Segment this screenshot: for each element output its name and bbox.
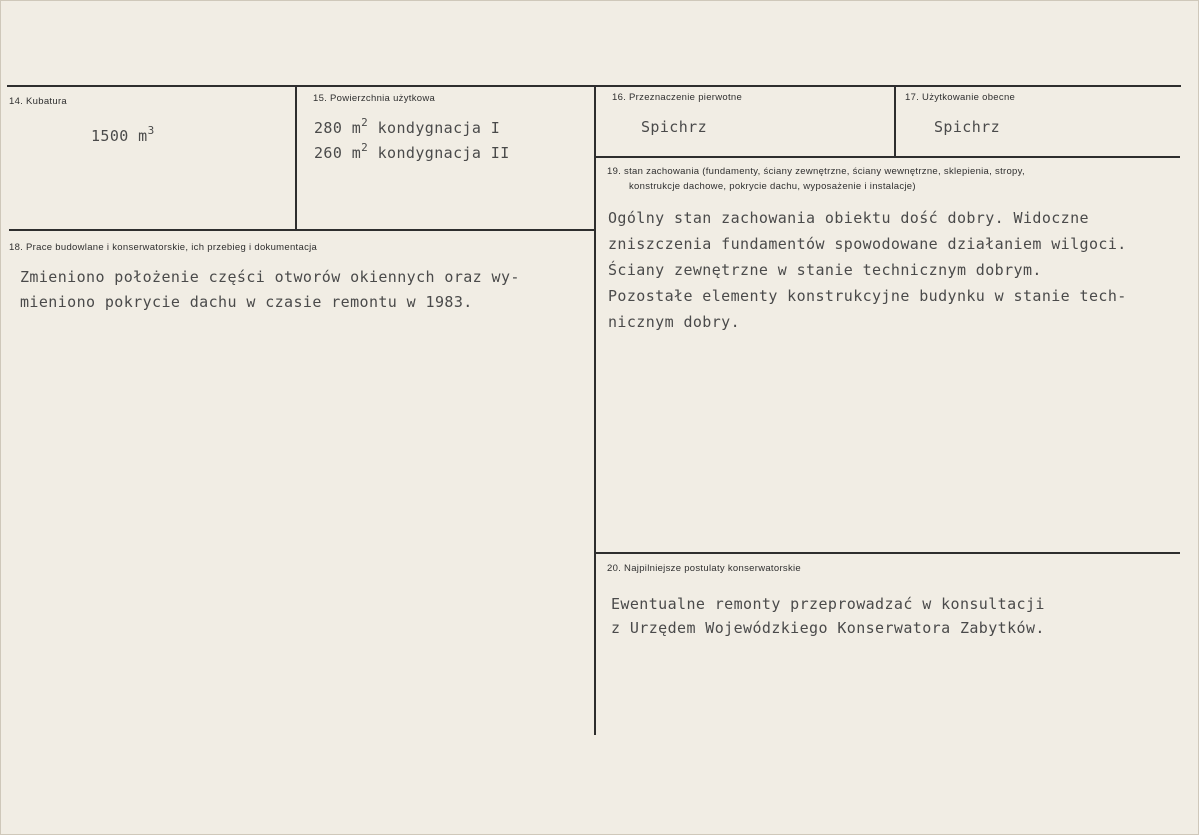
text-line: Ewentualne remonty przeprowadzać w konsultacji <box>611 595 1045 613</box>
field-18-label: 18. Prace budowlane i konserwatorskie, ich przebieg i dokumentacja <box>9 242 318 253</box>
text-line: Ogólny stan zachowania obiektu dość dobry. Widoczne <box>608 209 1089 227</box>
area-floor: kondygnacja I <box>377 119 501 137</box>
rule-under-14-15 <box>9 229 596 231</box>
field-19-label-line-1: 19. stan zachowania (fundamenty, ściany zewnętrzne, ściany wewnętrzne, sklepienia, stropy, <box>607 166 1025 177</box>
field-16-value: Spichrz <box>641 118 708 136</box>
text-line: mieniono pokrycie dachu w czasie remontu w 1983. <box>20 293 473 311</box>
area-number: 280 m <box>314 119 362 137</box>
area-exponent: 2 <box>361 141 369 154</box>
field-17-label: 17. Użytkowanie obecne <box>905 92 1016 103</box>
center-divider <box>594 87 596 735</box>
text-line: Zmieniono położenie części otworów okiennych oraz wy- <box>20 268 520 286</box>
field-14-value <box>91 124 155 145</box>
divider-14-15 <box>295 87 297 231</box>
area-floor: kondygnacja II <box>377 144 510 162</box>
rule-under-19 <box>596 552 1180 554</box>
field-20-text <box>611 592 1045 640</box>
field-20-label: 20. Najpilniejsze postulaty konserwatorskie <box>607 563 802 574</box>
text-line: zniszczenia fundamentów spowodowane działaniem wilgoci. <box>608 235 1127 253</box>
cubature-exponent: 3 <box>147 124 155 137</box>
text-line: Pozostałe elementy konstrukcyjne budynku w stanie tech- <box>608 287 1127 305</box>
field-15-line-1 <box>314 116 501 137</box>
text-line: nicznym dobry. <box>608 313 741 331</box>
field-17-value: Spichrz <box>934 118 1001 136</box>
field-15-label: 15. Powierzchnia użytkowa <box>313 93 436 104</box>
field-15-line-2 <box>314 141 510 162</box>
area-number: 260 m <box>314 144 362 162</box>
field-19-text <box>608 205 1127 335</box>
field-14-label: 14. Kubatura <box>9 96 68 107</box>
field-16-label: 16. Przeznaczenie pierwotne <box>612 92 743 103</box>
cubature-number: 1500 m <box>91 127 148 145</box>
divider-16-17 <box>894 87 896 157</box>
rule-under-16-17 <box>596 156 1180 158</box>
area-exponent: 2 <box>361 116 369 129</box>
field-18-text <box>20 265 520 315</box>
field-19-label-line-2: konstrukcje dachowe, pokrycie dachu, wyposażenie i instalacje) <box>629 181 916 192</box>
text-line: z Urzędem Wojewódzkiego Konserwatora Zabytków. <box>611 619 1045 637</box>
text-line: Ściany zewnętrzne w stanie technicznym dobrym. <box>608 261 1042 279</box>
